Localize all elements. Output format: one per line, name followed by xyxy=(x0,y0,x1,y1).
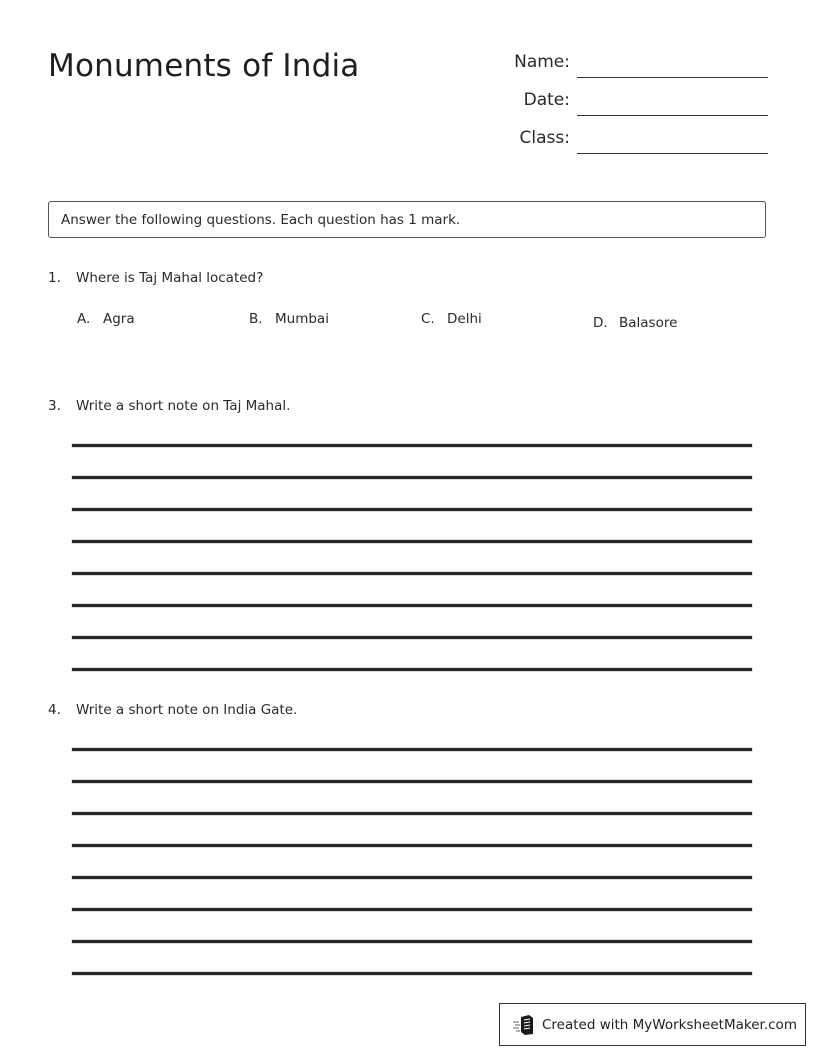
option-d[interactable] xyxy=(593,315,677,331)
question-text: Where is Taj Mahal located? xyxy=(76,270,264,286)
name-label: Name: xyxy=(514,52,570,72)
instructions-box: Answer the following questions. Each question has 1 mark. xyxy=(48,201,766,238)
date-label: Date: xyxy=(523,90,570,110)
answer-line[interactable] xyxy=(72,604,752,607)
answer-line[interactable] xyxy=(72,508,752,511)
question-number: 1. xyxy=(48,270,61,286)
answer-line[interactable] xyxy=(72,444,752,447)
answer-line[interactable] xyxy=(72,780,752,783)
option-letter: A. xyxy=(77,311,91,327)
option-c[interactable] xyxy=(421,311,482,327)
option-b[interactable] xyxy=(249,311,329,327)
answer-line[interactable] xyxy=(72,908,752,911)
option-text: Mumbai xyxy=(275,311,329,327)
answer-line[interactable] xyxy=(72,940,752,943)
answer-line[interactable] xyxy=(72,572,752,575)
answer-line[interactable] xyxy=(72,972,752,975)
question-number: 3. xyxy=(48,398,61,414)
question-text: Write a short note on India Gate. xyxy=(76,702,298,718)
question-text: Write a short note on Taj Mahal. xyxy=(76,398,291,414)
worksheet-logo-icon xyxy=(512,1014,536,1036)
answer-line[interactable] xyxy=(72,540,752,543)
date-field[interactable] xyxy=(577,115,768,116)
page-title: Monuments of India xyxy=(48,48,360,84)
question-number: 4. xyxy=(48,702,61,718)
answer-line[interactable] xyxy=(72,748,752,751)
option-text: Balasore xyxy=(619,315,678,331)
class-field[interactable] xyxy=(577,153,768,154)
option-a[interactable] xyxy=(77,311,135,327)
option-text: Delhi xyxy=(447,311,482,327)
answer-line[interactable] xyxy=(72,812,752,815)
class-label: Class: xyxy=(519,128,570,148)
option-text: Agra xyxy=(103,311,135,327)
answer-line[interactable] xyxy=(72,476,752,479)
option-letter: D. xyxy=(593,315,608,331)
answer-line[interactable] xyxy=(72,668,752,671)
answer-line[interactable] xyxy=(72,636,752,639)
option-letter: C. xyxy=(421,311,435,327)
option-letter: B. xyxy=(249,311,263,327)
name-field[interactable] xyxy=(577,77,768,78)
footer-credit[interactable] xyxy=(499,1003,806,1046)
answer-line[interactable] xyxy=(72,844,752,847)
answer-line[interactable] xyxy=(72,876,752,879)
footer-text: Created with MyWorksheetMaker.com xyxy=(542,1016,797,1033)
